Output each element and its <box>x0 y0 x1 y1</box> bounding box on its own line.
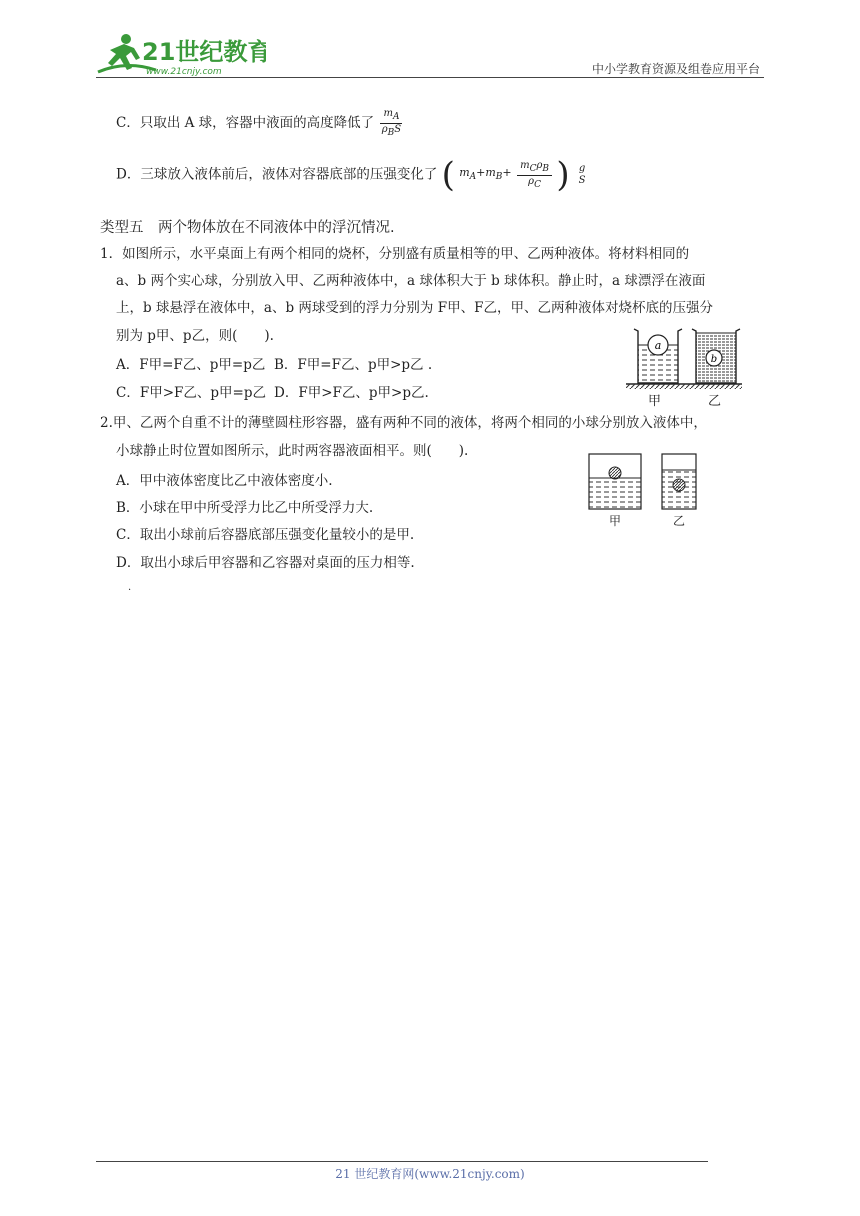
q1-caption-right: 乙 <box>708 394 722 409</box>
logo-text: 21世纪教育 <box>142 38 266 66</box>
header-divider <box>96 77 764 78</box>
stray-dot: . <box>128 582 132 593</box>
option-c-fraction: $\frac{mA}{\text{ρBS}}$ <box>381 108 402 138</box>
site-logo <box>96 30 266 78</box>
option-d-inner-fraction: $\frac{\text{mCρB}}{\rho C}$ <box>517 160 552 191</box>
q1-caption-left: 甲 <box>648 394 662 409</box>
prev-option-c <box>116 108 402 139</box>
q2-caption-right: 乙 <box>673 514 686 528</box>
q2-containers-figure <box>588 450 700 512</box>
option-c-text: C．只取出 A 球，容器中液面的高度降低了 <box>116 115 375 131</box>
beaker-left <box>634 329 682 383</box>
footer-divider <box>96 1161 708 1162</box>
q2-option-c: C．取出小球前后容器底部压强变化量较小的是甲. <box>116 527 415 543</box>
option-d-text: D．三球放入液体前后，液体对容器底部的压强变化了 <box>116 166 438 183</box>
q2-option-d: D．取出小球后甲容器和乙容器对桌面的压力相等. <box>116 555 415 571</box>
q1-beakers-figure <box>626 323 742 399</box>
footer-text[interactable]: 21 世纪教育网(www.21cnjy.com) <box>335 1167 525 1181</box>
q2-option-b: B．小球在甲中所受浮力比乙中所受浮力大. <box>116 500 374 516</box>
section-title: 类型五 两个物体放在不同液体中的浮沉情况. <box>100 220 395 236</box>
platform-name: 中小学教育资源及组卷应用平台 <box>591 62 760 76</box>
beaker-right <box>692 329 740 383</box>
q1-line-4: 别为 p甲、p乙，则( ). <box>116 328 274 344</box>
q1-line-2: a、b 两个实心球，分别放入甲、乙两种液体中，a 球体积大于 b 球体积。静止时，a 球漂浮在液面 <box>116 273 706 289</box>
q1-option-b: B．F甲=F乙、p甲>p乙 . <box>274 357 433 373</box>
ball-right <box>673 479 685 491</box>
svg-text:b: b <box>710 354 718 365</box>
q1-line-1: 1．如图所示，水平桌面上有两个相同的烧杯，分别盛有质量相等的甲、乙两种液体。将材料相同的 <box>100 246 690 262</box>
svg-text:a: a <box>654 339 662 352</box>
q1-option-d: D．F甲>F乙、p甲>p乙. <box>274 385 429 401</box>
q2-option-a: A．甲中液体密度比乙中液体密度小. <box>116 473 333 489</box>
q2-line-2: 小球静止时位置如图所示，此时两容器液面相平。则( ). <box>116 443 469 459</box>
option-d-expression: $m_A+m_B+$ <box>459 166 512 182</box>
container-left <box>589 454 641 509</box>
prev-option-d <box>116 155 588 195</box>
container-right <box>662 454 696 509</box>
option-d-g-over-s: g S <box>578 163 586 186</box>
ball-left <box>609 467 621 479</box>
right-paren: ) <box>556 155 570 195</box>
q1-option-a: A．F甲=F乙、p甲=p乙 <box>116 357 266 373</box>
logo-url: www.21cnjy.com <box>146 67 222 77</box>
left-paren: ( <box>441 155 455 195</box>
q1-option-c: C．F甲>F乙、p甲=p乙 <box>116 385 266 401</box>
q2-line-1: 2.甲、乙两个自重不计的薄壁圆柱形容器，盛有两种不同的液体，将两个相同的小球分别放入液体中， <box>100 415 707 431</box>
q1-line-3: 上，b 球悬浮在液体中，a、b 两球受到的浮力分别为 F甲、F乙，甲、乙两种液体对烧杯底的压强分 <box>116 300 713 316</box>
q2-caption-left: 甲 <box>609 514 622 528</box>
